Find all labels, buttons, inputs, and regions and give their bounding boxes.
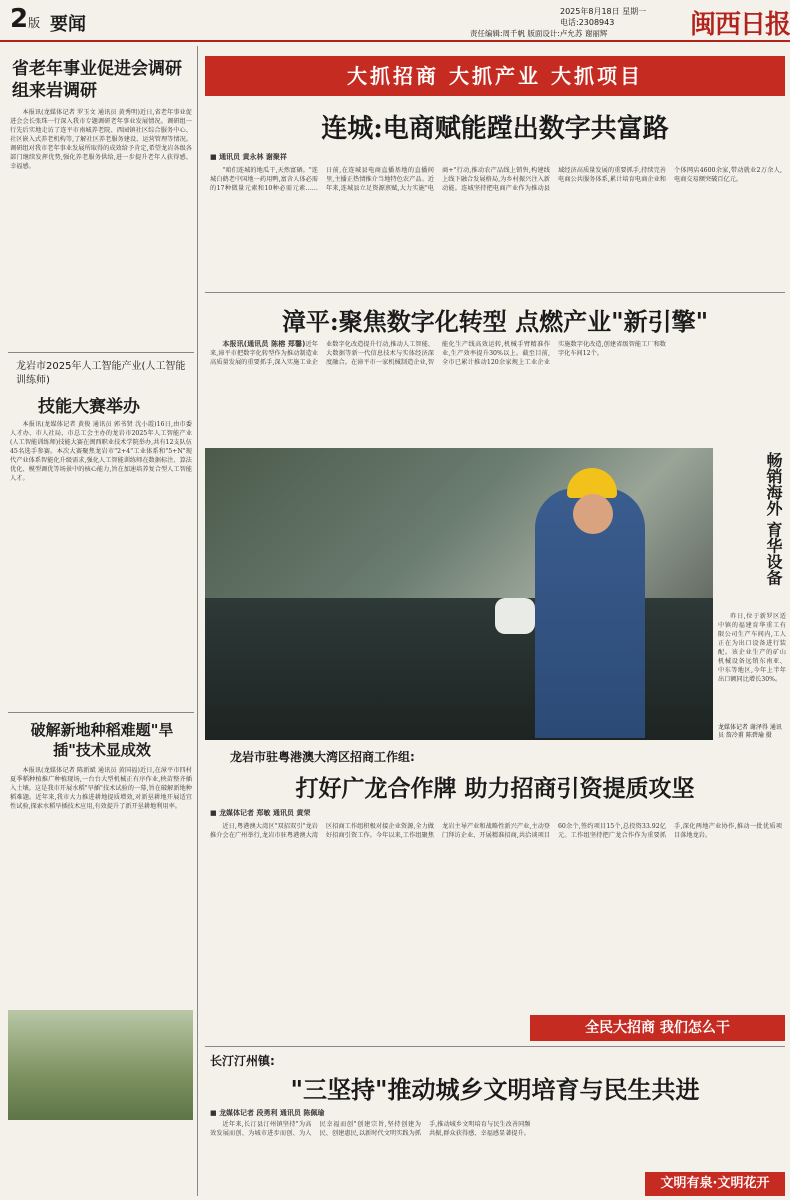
- square-icon: ■: [210, 1109, 220, 1117]
- issue-date: 2025年8月18日 星期一 电话:2308943: [560, 7, 647, 27]
- story-c-body: 近日,粤港澳大湾区"双招双引"龙岩推介会在广州举行,龙岩市驻粤港澳大湾区招商工作组积极对接企业资源,全力做好招商引资工作。今年以来,工作组聚焦龙岩主导产业和战略性新兴产业,主动登门拜访企业、开展精准招商,共洽谈项目60余个,签约项目15个,总投资33.92亿元。工作组坚持把广龙合作作为重要抓手,深化两地产业协作,推动一批优质项目落地龙岩。: [210, 823, 782, 839]
- rice-field-photo: [8, 1010, 193, 1120]
- photo-title: 畅销海外 育华设备: [764, 452, 783, 586]
- edition-number: 2版: [10, 4, 41, 34]
- left-article2-headline: 技能大赛举办: [38, 397, 140, 417]
- campaign-banner: 大抓招商 大抓产业 大抓项目: [205, 56, 785, 96]
- photo-credit: 龙媒体记者 谢泽得 通讯员 詹冷甫 陈碧瑜 摄: [718, 724, 782, 739]
- left-article1-headline: 省老年事业促进会调研组来岩调研: [12, 59, 182, 101]
- newspaper-logo: 闽西日报: [690, 10, 790, 40]
- factory-worker-photo: [205, 448, 713, 740]
- story-a-headline: 连城:电商赋能蹚出数字共富路: [321, 114, 669, 144]
- section-name: 要闻: [50, 14, 86, 35]
- left-article3-body: 本报讯(龙媒体记者 陈新斌 通讯员 黄国福)近日,在漳平市四村夏季稻种植推广种植现场,一台台大型机械正有序作业,秧苗整齐插入土壤。这是我市开展水稻"旱插"技术试验的一幕,旨在破解新地种稻难题。近年来,我市大力推进耕地提质增效,对新垦耕地开展适宜性试验,探索水稻旱插技术应用,有效提升了新开垦耕地利用率。: [10, 767, 192, 810]
- story-d-kicker: 长汀汀州镇:: [210, 1054, 275, 1068]
- divider: [205, 1046, 785, 1047]
- left-article3-headline: 破解新地种稻难题"旱插"技术显成效: [30, 721, 174, 759]
- story-d-body: 近年来,长汀县汀州镇坚持"为高效发展而创、为城市进步而创、为人民幸福而创"创建宗旨,坚持创建为民、创建惠民,以新时代文明实践为抓手,推动城乡文明培育与民生改善同频共振,群众获得感、幸福感显著提升。: [210, 1121, 531, 1137]
- story-c-byline: ■ 龙媒体记者 郑敏 通讯员 黄荣: [210, 809, 311, 817]
- story-b-headline: 漳平:聚焦数字化转型 点燃产业"新引擎": [281, 307, 709, 336]
- story-c-slogan: 全民大招商 我们怎么干: [530, 1015, 785, 1041]
- editor-credits: 责任编辑:周千帆 版面设计:卢允苏 谢丽辉: [470, 29, 608, 38]
- square-icon: ■: [210, 809, 220, 817]
- story-a-byline: ■ 通讯员 黄永林 谢聚祥: [210, 153, 287, 161]
- story-a-body: "咱们连城的地瓜干,天然富硒。"连城白鹤老中国地一药用鸭,富含人体必需的17种微量元素和10种必需元素……日前,在连城县电商直播基地的直播间里,主播正热情推介当地特色农产品。近年来,连城县立足资源禀赋,大力实施"电商+"行动,推动农产品线上销售,构建线上线下融合发展格局,为乡村振兴注入新动能。连城坚持把电商产业作为推动县域经济高质量发展的重要抓手,持续完善电商公共服务体系,累计培育电商企业和个体网店4600余家,带动就业2万余人,电商交易额突破百亿元。: [210, 167, 782, 192]
- story-b-body: 本报讯(通讯员 陈榕 郑馨)近年来,漳平市把数字化转型作为推动制造业高质量发展的重要抓手,深入实施工业企业数字化改造提升行动,推动人工智能、大数据等新一代信息技术与实体经济深度融合。在漳平市一家机械制造企业,智能化生产线高效运转,机械手臂精准作业,生产效率提升30%以上。截至目前,全市已累计推动120余家规上工业企业实施数字化改造,创建省级智能工厂和数字化车间12个。: [210, 340, 666, 366]
- left-article2-body: 本报讯(龙媒体记者 黄俊 通讯员 郭书贤 沈小霞)16日,由市委人才办、市人社局、市总工会主办的龙岩市2025年人工智能产业(人工智能训练师)技能大赛在闽西职业技术学院举办,共有12支队伍45名选手参赛。本次大赛聚焦龙岩市"2+4"工业体系和"5+N"现代产业体系智能化升级需求,强化人工智能训练师在数据标注、算法优化、模型调优等场景中的核心能力,旨在加速培养复合型人工智能人才。: [10, 421, 192, 482]
- left-article1-body: 本报讯(龙媒体记者 罗玉文 通讯员 黄秀明)近日,省老年事业促进会会长张珠一行深入我市专题调研老年事业发展情况。调研组一行先后实地走访了连平市南城养老院、西园镇社区综合服务中心、社区嵌入式养老机构等,了解社区养老服务建设、运营管理等情况。调研组对我市老年事业发展所取得的成效给予肯定,希望龙岩各级各部门继续发挥优势,强化养老服务供给,进一步提升老年人获得感、幸福感。: [10, 109, 192, 170]
- story-c-kicker: 龙岩市驻粤港澳大湾区招商工作组:: [230, 750, 415, 764]
- story-d-headline: "三坚持"推动城乡文明培育与民生共进: [290, 1075, 700, 1104]
- column-divider: [197, 46, 198, 1196]
- left-article2-kicker: 龙岩市2025年人工智能产业(人工智能训练师): [16, 361, 186, 386]
- divider: [205, 292, 785, 293]
- story-d-slogan: 文明有泉·文明花开: [645, 1172, 785, 1196]
- story-c-headline: 打好广龙合作牌 助力招商引资提质攻坚: [295, 775, 695, 802]
- photo-caption: 昨日,位于新罗区适中镇的福建育华重工有限公司生产车间内,工人正在为出口设备进行装配。该企业生产的矿山机械设备远销东南亚、中东等地区,今年上半年出口额同比增长30%。: [718, 613, 786, 683]
- square-icon: ■: [210, 153, 220, 161]
- story-d-byline: ■ 龙媒体记者 段勇利 通讯员 陈佩瑜: [210, 1109, 325, 1117]
- divider: [8, 712, 194, 713]
- divider: [8, 352, 194, 353]
